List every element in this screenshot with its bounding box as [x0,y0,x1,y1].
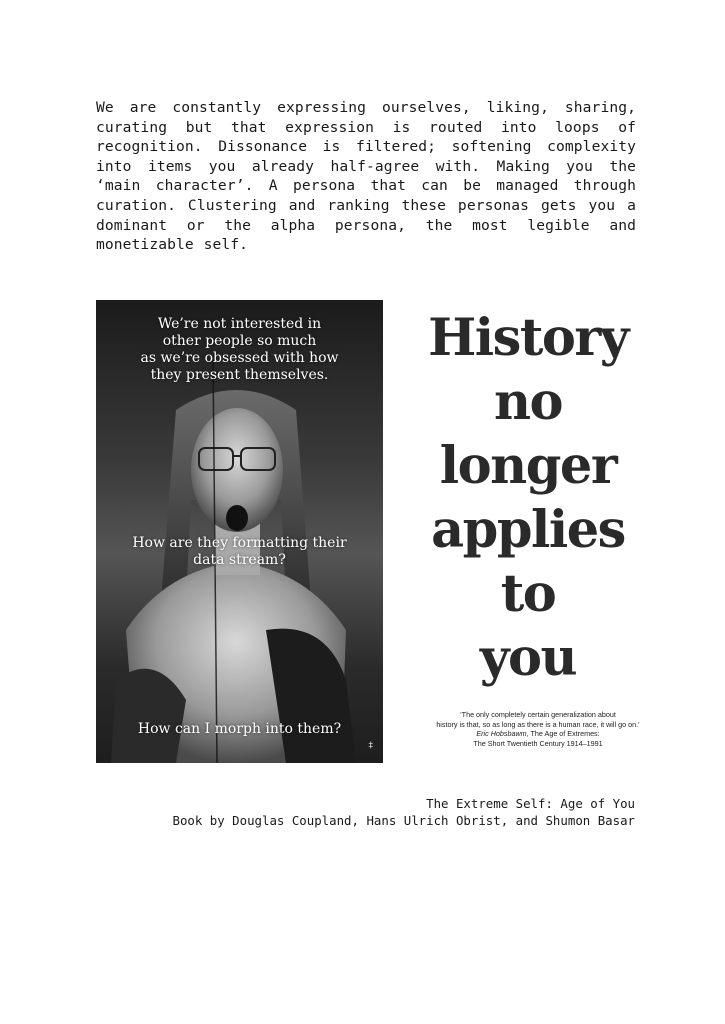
epigraph [413,710,663,748]
epigraph-line: ‘The only completely certain generalization about [460,710,616,719]
headline [413,306,643,690]
poster-quote-top: We’re not interested in other people so much as we’re obsessed with how they present themselves. [140,316,339,383]
epigraph-subtitle: The Short Twentieth Century 1914–1991 [473,738,603,748]
poster-quote-middle: How are they formatting their data stream? [132,535,347,568]
epigraph-attribution: Eric Hobsbawm, The Age of Extremes: [476,729,600,739]
headline-word: you [479,628,577,688]
intro-paragraph: We are constantly expressing ourselves, liking, sharing, curating but that expression is routed into loops of recognition. Dissonance is filtered; softening complexity into items you already half-agree with. Making you the ‘main character’. A persona that can be managed through curation. Clustering and ranking these personas gets you a dominant or the alpha persona, the most legible and monetizable self. [96,99,636,254]
headline-word: to [500,564,556,624]
headline-word: applies [431,500,625,560]
book-credit [172,795,635,829]
headline-word: no [493,372,563,432]
headline-word: History [428,308,628,368]
book-poster-image [96,300,383,763]
poster-corner-mark: ‡ [368,741,373,751]
headline-word: longer [439,436,617,496]
epigraph-line: history is that, so as long as there is a human race, it will go on.’ [436,719,640,729]
book-authors: Book by Douglas Coupland, Hans Ulrich Obrist, and Shumon Basar [172,813,635,828]
book-title: The Extreme Self: Age of You [426,796,635,811]
poster-quote-bottom: How can I morph into them? [137,721,342,737]
